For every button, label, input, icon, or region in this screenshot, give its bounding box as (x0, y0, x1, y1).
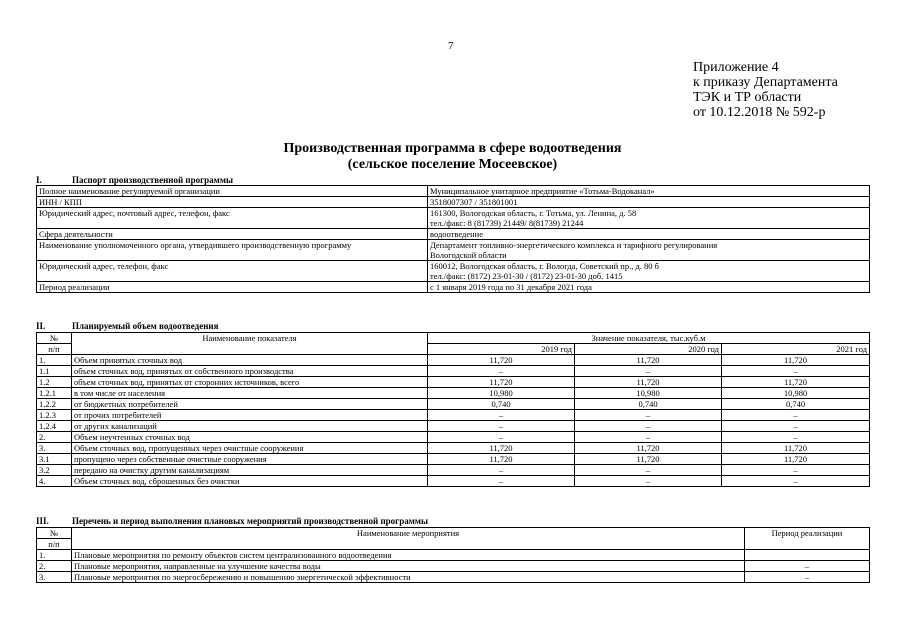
section-number: I. (36, 175, 42, 185)
indicator-value: – (722, 410, 870, 421)
passport-label: Юридический адрес, почтовый адрес, телефон, факс (37, 208, 428, 229)
passport-value (428, 282, 870, 293)
passport-value-line: 3518007307 / 351801001 (430, 197, 518, 207)
indicator-value: – (428, 366, 575, 377)
indicator-value: – (575, 410, 722, 421)
row-number: 3.1 (37, 454, 72, 465)
passport-value (428, 197, 870, 208)
indicator-name: объем сточных вод, принятых от собственного производства (72, 366, 428, 377)
indicator-value: – (575, 476, 722, 487)
passport-table (36, 185, 870, 293)
indicator-value: – (428, 421, 575, 432)
indicator-value: – (428, 465, 575, 476)
passport-label: Период реализации (37, 282, 428, 293)
indicator-name: от бюджетных потребителей (72, 399, 428, 410)
indicator-value: 11,720 (428, 377, 575, 388)
indicator-name: передано на очистку другим канализациям (72, 465, 428, 476)
row-number: 1. (37, 550, 72, 561)
passport-row (37, 240, 870, 261)
passport-value (428, 261, 870, 282)
passport-row (37, 186, 870, 197)
col-num-subheader: п/п (37, 344, 72, 355)
row-number: 1.2.1 (37, 388, 72, 399)
appendix-block (693, 60, 838, 120)
volume-table (36, 332, 870, 487)
col-name-header: Наименование мероприятия (72, 528, 745, 550)
indicator-value: 11,720 (722, 443, 870, 454)
row-number: 1.1 (37, 366, 72, 377)
volume-row (37, 476, 870, 487)
row-number: 1.2.3 (37, 410, 72, 421)
volume-row (37, 388, 870, 399)
row-number: 4. (37, 476, 72, 487)
indicator-value: – (575, 366, 722, 377)
indicator-value: – (722, 465, 870, 476)
indicator-value: – (428, 432, 575, 443)
passport-label: Юридический адрес, телефон, факс (37, 261, 428, 282)
measure-name: Плановые мероприятия по ремонту объектов систем централизованного водоотведения (72, 550, 745, 561)
indicator-value: 11,720 (722, 454, 870, 465)
passport-value-line: Вологодской области (430, 250, 507, 260)
passport-label: Сфера деятельности (37, 229, 428, 240)
indicator-value: – (428, 476, 575, 487)
section-title: Планируемый объем водоотведения (72, 321, 219, 331)
indicator-value: 11,720 (575, 454, 722, 465)
col-num-header: № (37, 528, 72, 539)
indicator-value: 11,720 (575, 355, 722, 366)
measure-name: Плановые мероприятия, направленные на улучшение качества воды (72, 561, 745, 572)
indicator-value: – (722, 476, 870, 487)
volume-row (37, 410, 870, 421)
passport-row (37, 261, 870, 282)
title-line: Производственная программа в сфере водоотведения (283, 141, 622, 156)
row-number: 1.2.4 (37, 421, 72, 432)
indicator-value: 10,980 (575, 388, 722, 399)
col-value-header: Значение показателя, тыс.куб.м (428, 333, 870, 344)
passport-value-line: с 1 января 2019 года по 31 декабря 2021 года (430, 282, 592, 292)
indicator-value: – (428, 410, 575, 421)
row-number: 1. (37, 355, 72, 366)
indicator-value: 11,720 (428, 454, 575, 465)
year-header: 2021 год (722, 344, 870, 355)
title-line: (сельское поселение Мосеевское) (347, 157, 558, 172)
year-header: 2020 год (575, 344, 722, 355)
year-header: 2019 год (428, 344, 575, 355)
measure-name: Плановые мероприятия по энергосбережению и повышению энергетической эффективности (72, 572, 745, 583)
row-number: 2. (37, 561, 72, 572)
passport-row (37, 282, 870, 293)
col-num-subheader: п/п (37, 539, 72, 550)
section-title: Паспорт производственной программы (72, 175, 233, 185)
indicator-name: от других канализаций (72, 421, 428, 432)
indicator-name: Объем неучтенных сточных вод (72, 432, 428, 443)
section3-heading (36, 516, 428, 526)
passport-value (428, 240, 870, 261)
passport-value-line: 160012, Вологодская область, г. Вологда, Советский пр., д. 80 б (430, 261, 660, 271)
passport-value-line: Муниципальное унитарное предприятие «Тотьма-Водоканал» (430, 186, 655, 196)
indicator-value: – (722, 366, 870, 377)
measure-period: – (745, 572, 870, 583)
volume-row (37, 399, 870, 410)
volume-row (37, 443, 870, 454)
volume-row (37, 432, 870, 443)
volume-row (37, 465, 870, 476)
indicator-value: 11,720 (722, 377, 870, 388)
section-number: III. (36, 516, 49, 526)
passport-label: Наименование уполномоченного органа, утвердившего производственную программу (37, 240, 428, 261)
measures-table (36, 527, 870, 583)
indicator-name: Объем сточных вод, пропущенных через очистные сооружения (72, 443, 428, 454)
indicator-name: Объем сточных вод, сброшенных без очистки (72, 476, 428, 487)
document-title (0, 141, 905, 173)
row-number: 2. (37, 432, 72, 443)
volume-row (37, 377, 870, 388)
row-number: 3.2 (37, 465, 72, 476)
row-number: 1.2 (37, 377, 72, 388)
measure-period (745, 550, 870, 561)
passport-value-line: водоотведение (430, 229, 483, 239)
indicator-value: 11,720 (428, 355, 575, 366)
measure-row (37, 550, 870, 561)
measure-row (37, 572, 870, 583)
indicator-value: 0,740 (428, 399, 575, 410)
col-name-header: Наименование показателя (72, 333, 428, 355)
passport-value-line: тел./факс: 8 (81739) 21449/ 8(81739) 21244 (430, 218, 584, 228)
indicator-value: 10,980 (722, 388, 870, 399)
volume-row (37, 366, 870, 377)
passport-value-line: 161300, Вологодская область, г. Тотьма, ул. Ленина, д. 58 (430, 208, 637, 218)
indicator-value: 0,740 (575, 399, 722, 410)
passport-value (428, 186, 870, 197)
section-number: II. (36, 321, 46, 331)
passport-label: Полное наименование регулируемой организации (37, 186, 428, 197)
indicator-value: – (575, 421, 722, 432)
indicator-name: Объем принятых сточных вод (72, 355, 428, 366)
indicator-value: 11,720 (722, 355, 870, 366)
row-number: 3. (37, 443, 72, 454)
indicator-value: – (575, 432, 722, 443)
appendix-line: ТЭК и ТР области (693, 90, 802, 105)
section1-heading (36, 175, 233, 185)
indicator-value: 0,740 (722, 399, 870, 410)
volume-row (37, 421, 870, 432)
passport-value-line: тел./факс: (8172) 23-01-30 / (8172) 23-01-30 доб. 1415 (430, 271, 623, 281)
passport-row (37, 208, 870, 229)
passport-row (37, 229, 870, 240)
row-number: 3. (37, 572, 72, 583)
appendix-line: Приложение 4 (693, 60, 779, 75)
col-num-header: № (37, 333, 72, 344)
indicator-value: – (575, 465, 722, 476)
indicator-name: от прочих потребителей (72, 410, 428, 421)
section2-heading (36, 321, 218, 331)
passport-row (37, 197, 870, 208)
measure-period: – (745, 561, 870, 572)
passport-value-line: Департамент топливно-энергетического комплекса и тарифного регулирования (430, 240, 718, 250)
volume-row (37, 355, 870, 366)
measure-row (37, 561, 870, 572)
indicator-name: объем сточных вод, принятых от сторонних источников, всего (72, 377, 428, 388)
page-number: 7 (448, 40, 454, 52)
indicator-value: 11,720 (575, 443, 722, 454)
row-number: 1.2.2 (37, 399, 72, 410)
indicator-value: 11,720 (575, 377, 722, 388)
indicator-value: – (722, 421, 870, 432)
appendix-line: к приказу Департамента (693, 75, 838, 90)
appendix-line: от 10.12.2018 № 592-р (693, 105, 826, 120)
indicator-value: 10,980 (428, 388, 575, 399)
indicator-name: пропущено через собственные очистные сооружения (72, 454, 428, 465)
indicator-value: – (722, 432, 870, 443)
col-period-header: Период реализации (745, 528, 870, 550)
indicator-name: в том числе от населения (72, 388, 428, 399)
passport-value (428, 229, 870, 240)
indicator-value: 11,720 (428, 443, 575, 454)
passport-value (428, 208, 870, 229)
volume-row (37, 454, 870, 465)
passport-label: ИНН / КПП (37, 197, 428, 208)
section-title: Перечень и период выполнения плановых мероприятий производственной программы (72, 516, 429, 526)
